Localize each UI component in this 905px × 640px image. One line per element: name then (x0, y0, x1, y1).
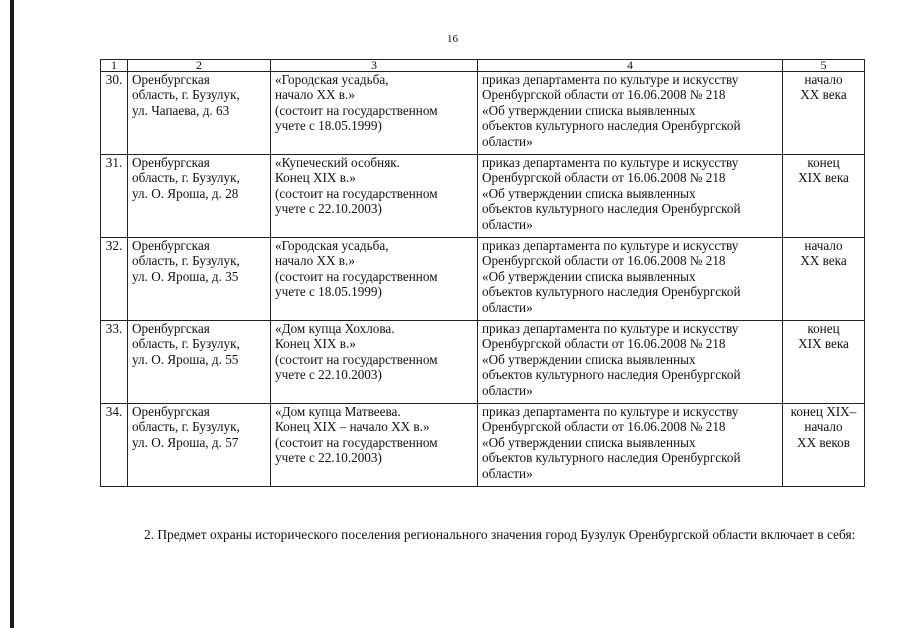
dating-period: конец XIX– начало XX веков (783, 404, 865, 487)
body-paragraph: 2. Предмет охраны исторического поселения регионального значения город Бузулук Оренбургской области включает в себя: (144, 527, 856, 542)
table-row (101, 155, 865, 238)
header-col-5: 5 (783, 60, 865, 72)
table-row (101, 404, 865, 487)
header-col-2: 2 (128, 60, 271, 72)
header-col-4: 4 (478, 60, 783, 72)
object-name: «Городская усадьба, начало XX в.» (состоит на государственном учете с 18.05.1999) (271, 72, 478, 155)
table-header-row (101, 60, 865, 72)
heritage-objects-table (100, 59, 865, 487)
object-name: «Дом купца Матвеева. Конец XIX – начало XX в.» (состоит на государственном учете с 22.10.2003) (271, 404, 478, 487)
dating-period: конец XIX века (783, 321, 865, 404)
row-number: 34. (101, 404, 128, 487)
row-number: 32. (101, 238, 128, 321)
object-address: Оренбургская область, г. Бузулук, ул. Чапаева, д. 63 (128, 72, 271, 155)
row-number: 30. (101, 72, 128, 155)
object-name: «Купеческий особняк. Конец XIX в.» (состоит на государственном учете с 22.10.2003) (271, 155, 478, 238)
object-name: «Городская усадьба, начало XX в.» (состоит на государственном учете с 18.05.1999) (271, 238, 478, 321)
legal-document: приказ департамента по культуре и искусству Оренбургской области от 16.06.2008 № 218 «Об утверждении списка выявленных объектов культурного наследия Оренбургской области» (478, 238, 783, 321)
legal-document: приказ департамента по культуре и искусству Оренбургской области от 16.06.2008 № 218 «Об утверждении списка выявленных объектов культурного наследия Оренбургской области» (478, 155, 783, 238)
table-row (101, 72, 865, 155)
legal-document: приказ департамента по культуре и искусству Оренбургской области от 16.06.2008 № 218 «Об утверждении списка выявленных объектов культурного наследия Оренбургской области» (478, 72, 783, 155)
object-address: Оренбургская область, г. Бузулук, ул. О. Яроша, д. 35 (128, 238, 271, 321)
header-col-1: 1 (101, 60, 128, 72)
object-address: Оренбургская область, г. Бузулук, ул. О. Яроша, д. 57 (128, 404, 271, 487)
table-row (101, 238, 865, 321)
row-number: 33. (101, 321, 128, 404)
row-number: 31. (101, 155, 128, 238)
object-address: Оренбургская область, г. Бузулук, ул. О. Яроша, д. 28 (128, 155, 271, 238)
scan-edge-shadow (10, 0, 14, 628)
dating-period: начало XX века (783, 238, 865, 321)
legal-document: приказ департамента по культуре и искусству Оренбургской области от 16.06.2008 № 218 «Об утверждении списка выявленных объектов культурного наследия Оренбургской области» (478, 321, 783, 404)
dating-period: конец XIX века (783, 155, 865, 238)
header-col-3: 3 (271, 60, 478, 72)
legal-document: приказ департамента по культуре и искусству Оренбургской области от 16.06.2008 № 218 «Об утверждении списка выявленных объектов культурного наследия Оренбургской области» (478, 404, 783, 487)
object-address: Оренбургская область, г. Бузулук, ул. О. Яроша, д. 55 (128, 321, 271, 404)
dating-period: начало XX века (783, 72, 865, 155)
object-name: «Дом купца Хохлова. Конец XIX в.» (состоит на государственном учете с 22.10.2003) (271, 321, 478, 404)
page-number: 16 (447, 33, 458, 45)
table-row (101, 321, 865, 404)
